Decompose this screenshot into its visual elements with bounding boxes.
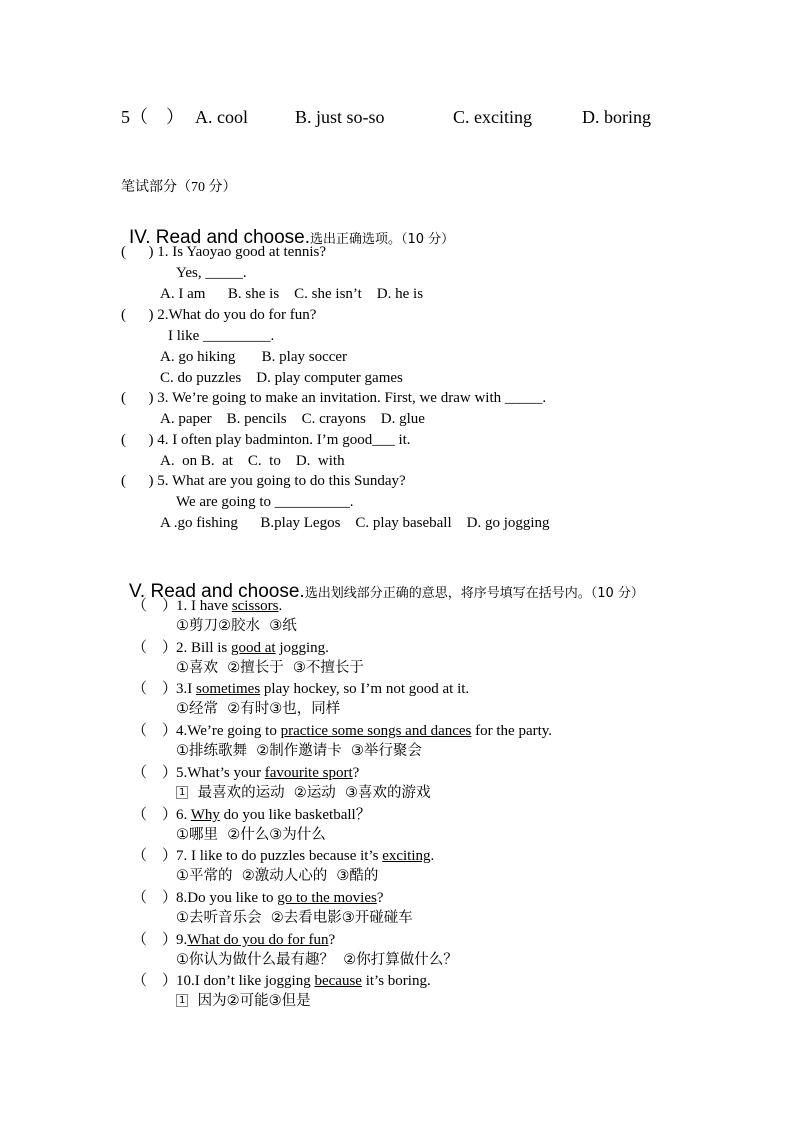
item-choices — [176, 661, 364, 676]
sentence-text: ? — [376, 890, 384, 906]
choices-text: ①经常 ②有时③也，同样 — [176, 701, 341, 717]
underlined-phrase: because — [314, 973, 362, 989]
s4-q1: ( ) 1. Is Yaoyao good at tennis? — [121, 244, 326, 260]
item-sentence — [176, 891, 384, 906]
item-paren: （ ） — [132, 681, 178, 697]
item-choices — [176, 994, 311, 1009]
item-sentence — [176, 933, 335, 948]
sentence-text: 4.We’re going to — [176, 723, 281, 739]
sentence-text: ? — [352, 765, 360, 781]
item-paren: （ ） — [132, 640, 178, 656]
item-choices — [176, 869, 378, 884]
item-paren: （ ） — [132, 807, 178, 823]
choices-text: ①剪刀②胶水 ③纸 — [176, 618, 297, 634]
sentence-text: 8.Do you like to — [176, 890, 278, 906]
sentence-text: jogging. — [275, 640, 329, 656]
choices-text: ①你认为做什么最有趣？ ②你打算做什么？ — [176, 952, 458, 968]
item-sentence — [176, 724, 552, 739]
s4-q5: ( ) 5. What are you going to do this Sunday? — [121, 473, 406, 489]
item-choices — [176, 744, 422, 759]
sentence-text: do you like basketball？ — [219, 807, 371, 823]
sentence-text: it’s boring. — [361, 973, 431, 989]
choices-text: ①哪里 ②什么③为什么 — [176, 827, 326, 843]
choices-text: ①喜欢 ②擅长于 ③不擅长于 — [176, 660, 364, 676]
underlined-phrase: favourite sport — [264, 765, 353, 781]
sentence-text: . — [278, 598, 283, 614]
underlined-phrase: practice some songs and dances — [280, 723, 472, 739]
item-sentence — [176, 974, 431, 989]
q5-option-d: D. boring — [582, 107, 651, 127]
q5-option-a: A. cool — [195, 107, 248, 127]
s4-q2-blank: I like _________. — [168, 328, 275, 344]
sentence-text: 3.I — [176, 681, 196, 697]
sentence-text: . — [430, 848, 435, 864]
sentence-text: 9. — [176, 932, 188, 948]
sentence-text: 5.What’s your — [176, 765, 265, 781]
section-5-note: 选出划线部分正确的意思，将序号填写在括号内。（10 分） — [304, 586, 644, 601]
item-sentence — [176, 599, 282, 614]
section-4-note: 选出正确选项。（10 分） — [310, 232, 455, 247]
item-sentence — [176, 849, 434, 864]
sentence-text: for the party. — [471, 723, 553, 739]
section-5-title: V. Read and choose. — [129, 581, 305, 602]
sentence-text: ? — [328, 932, 336, 948]
item-sentence — [176, 808, 371, 823]
item-paren: （ ） — [132, 973, 178, 989]
item-paren: （ ） — [132, 598, 178, 614]
item-paren: （ ） — [132, 765, 178, 781]
s4-q2: ( ) 2.What do you do for fun? — [121, 307, 317, 323]
sentence-text: play hockey, so I’m not good at it. — [260, 681, 470, 697]
item-choices — [176, 911, 413, 926]
item-choices — [176, 702, 340, 717]
sentence-text: 6. — [176, 807, 191, 823]
item-choices — [176, 619, 297, 634]
boxed-number: 1 — [176, 994, 188, 1007]
sentence-text: 10.I don’t like jogging — [176, 973, 315, 989]
section-4-heading — [121, 212, 454, 247]
sentence-text: 1. I have — [176, 598, 232, 614]
item-paren: （ ） — [132, 890, 178, 906]
sentence-text: 2. Bill is — [176, 640, 232, 656]
s4-q3: ( ) 3. We’re going to make an invitation. First, we draw with _____. — [121, 390, 547, 406]
section-5-heading — [121, 566, 644, 601]
s4-q2-options-2: C. do puzzles D. play computer games — [160, 370, 403, 386]
item-sentence — [176, 641, 329, 656]
q5-option-b: B. just so-so — [295, 107, 385, 127]
item-paren: （ ） — [132, 848, 178, 864]
choices-text: ①排练歌舞 ②制作邀请卡 ③举行聚会 — [176, 743, 422, 759]
choices-text: ①去听音乐会 ②去看电影③开碰碰车 — [176, 910, 413, 926]
q5-number: 5（ ） — [121, 107, 184, 127]
s4-q1-options: A. I am B. she is C. she isn’t D. he is — [160, 286, 424, 302]
choices-text: 最喜欢的运动 ②运动 ③喜欢的游戏 — [188, 785, 431, 801]
s4-q5-blank: We are going to __________. — [176, 494, 354, 510]
item-paren: （ ） — [132, 723, 178, 739]
sentence-text: 7. I like to do puzzles because it’s — [176, 848, 383, 864]
s4-q5-options: A .go fishing B.play Legos C. play baseball D. go jogging — [160, 515, 550, 531]
choices-text: 因为②可能③但是 — [188, 993, 311, 1009]
s4-q4-options: A. on B. at C. to D. with — [160, 453, 345, 469]
underlined-phrase: go to the movies — [277, 890, 377, 906]
written-part-heading: 笔试部分（70 分） — [121, 180, 237, 195]
s4-q4: ( ) 4. I often play badminton. I’m good___ it. — [121, 432, 411, 448]
q5-option-c: C. exciting — [453, 107, 532, 127]
s4-q1-blank: Yes, _____. — [176, 265, 247, 281]
s4-q3-options: A. paper B. pencils C. crayons D. glue — [160, 411, 425, 427]
underlined-phrase: What do you do for fun — [187, 932, 329, 948]
item-choices — [176, 953, 458, 968]
item-choices — [176, 828, 326, 843]
underlined-phrase: Why — [190, 807, 220, 823]
underlined-phrase: scissors — [231, 598, 279, 614]
item-paren: （ ） — [132, 932, 178, 948]
item-choices — [176, 786, 431, 801]
boxed-number: 1 — [176, 786, 188, 799]
choices-text: ①平常的 ②激动人心的 ③酷的 — [176, 868, 379, 884]
underlined-phrase: sometimes — [196, 681, 261, 697]
underlined-phrase: exciting — [382, 848, 431, 864]
item-sentence — [176, 682, 469, 697]
s4-q2-options-1: A. go hiking B. play soccer — [160, 349, 348, 365]
section-4-title: IV. Read and choose. — [129, 227, 310, 248]
item-sentence — [176, 766, 359, 781]
underlined-phrase: good at — [231, 640, 276, 656]
